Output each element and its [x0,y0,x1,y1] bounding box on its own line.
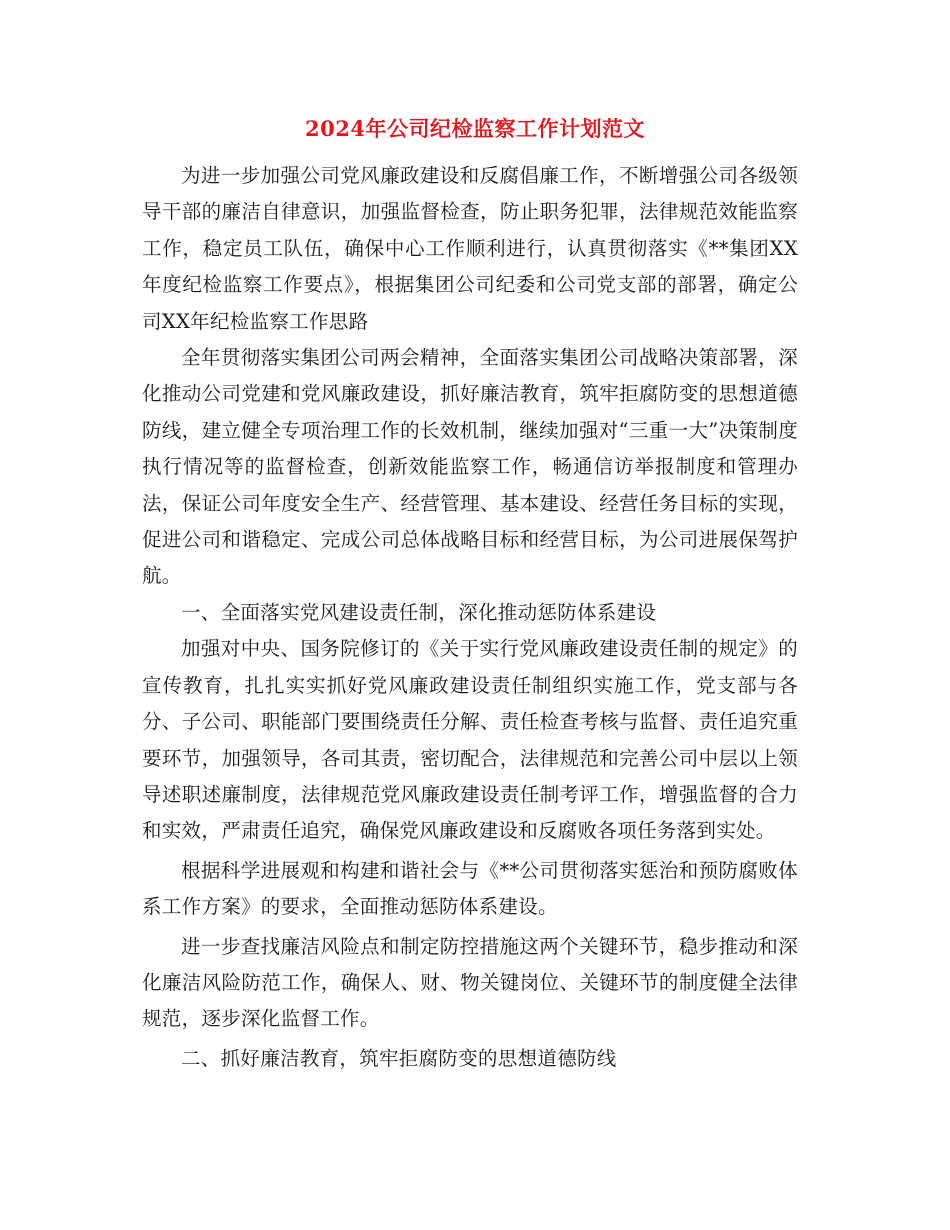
paragraph-risk-control: 进一步查找廉洁风险点和制定防控措施这两个关键环节，稳步推动和深化廉洁风险防范工作，确保人、财、物关键岗位、关键环节的制度健全法律规范，逐步深化监督工作。 [142,934,798,1031]
paragraph-prevention-system: 根据科学进展观和构建和谐社会与《**公司贯彻落实惩治和预防腐败体系工作方案》的要求，全面推动惩防体系建设。 [142,858,798,919]
paragraph-intro: 为进一步加强公司党风廉政建设和反腐倡廉工作，不断增强公司各级领导干部的廉洁自律意识，加强监督检查，防止职务犯罪，法律规范效能监察工作，稳定员工队伍，确保中心工作顺利进行，认真贯彻落实《**集团XX年度纪检监察工作要点》，根据集团公司纪委和公司党支部的部署，确定公司XX年纪检监察工作思路 [142,164,798,333]
paragraph-overview: 全年贯彻落实集团公司两会精神，全面落实集团公司战略决策部署，深化推动公司党建和党风廉政建设，抓好廉洁教育，筑牢拒腐防变的思想道德防线，建立健全专项治理工作的长效机制，继续加强对“三重一大”决策制度执行情况等的监督检查，创新效能监察工作，畅通信访举报制度和管理办法，保证公司年度安全生产、经营管理、基本建设、经营任务目标的实现，促进公司和谐稳定、完成公司总体战略目标和经营目标，为公司进展保驾护航。 [142,346,798,588]
document-body [142,158,798,1077]
section-heading-1: 一、全面落实党风建设责任制，深化推动惩防体系建设 [181,600,657,624]
paragraph-responsibility: 加强对中央、国务院修订的《关于实行党风廉政建设责任制的规定》的宣传教育，扎扎实实抓好党风廉政建设责任制组织实施工作，党支部与各分、子公司、职能部门要围绕责任分解、责任检查考核与监督、责任追究重要环节，加强领导，各司其责，密切配合，法律规范和完善公司中层以上领导述职述廉制度，法律规范党风廉政建设责任制考评工作，增强监督的合力和实效，严肃责任追究，确保党风廉政建设和反腐败各项任务落到实处。 [142,637,798,843]
section-heading-2: 二、抓好廉洁教育，筑牢拒腐防变的思想道德防线 [181,1046,617,1070]
document-title: 2024年公司纪检监察工作计划范文 [305,116,645,141]
